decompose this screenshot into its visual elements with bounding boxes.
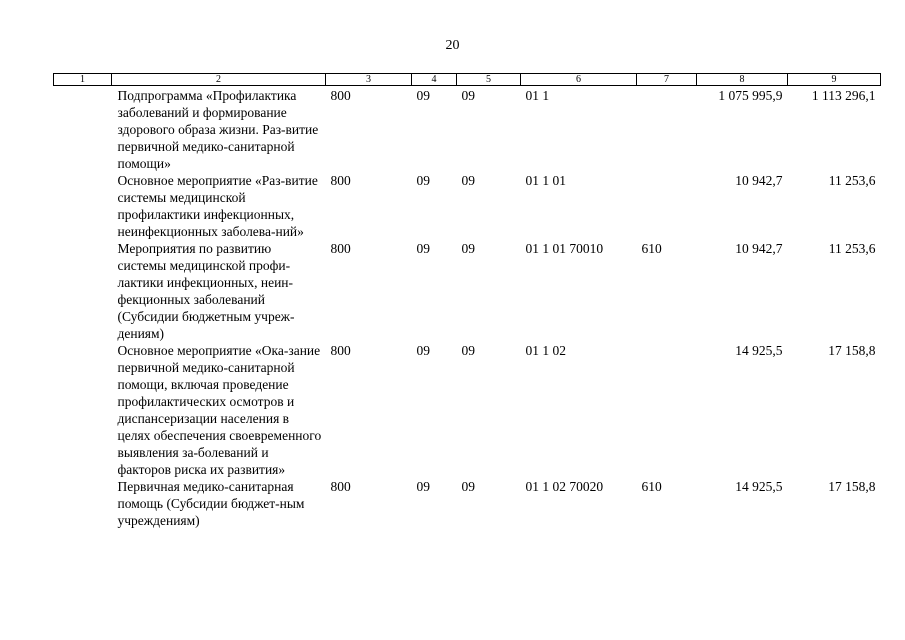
grbs-code: 800 <box>330 479 351 494</box>
empty-cell <box>54 240 112 342</box>
item-name: Основное мероприятие «Раз-витие системы медицинской профилактики инфекционных, неинфекционных заболева-ний» <box>117 173 318 239</box>
amount-year-2: 17 158,8 <box>828 343 876 358</box>
target-article-code: 01 1 01 <box>525 173 566 188</box>
item-name: Мероприятия по развитию системы медицинской профи-лактики инфекционных, неин-фекционных заболеваний (Субсидии бюджетным учреж-дениям) <box>117 241 295 341</box>
item-name: Первичная медико-санитарная помощь (Субсидии бюджет-ным учреждениям) <box>117 479 305 528</box>
expense-type-code <box>637 86 697 173</box>
column-header: 5 <box>457 74 521 86</box>
grbs-code: 800 <box>330 173 351 188</box>
budget-table <box>53 73 881 529</box>
section-code: 09 <box>416 88 430 103</box>
column-number-header-row <box>54 74 881 86</box>
amount-year-1: 1 075 995,9 <box>718 88 783 103</box>
section-code: 09 <box>416 173 430 188</box>
amount-year-2: 11 253,6 <box>828 241 876 256</box>
item-name: Основное мероприятие «Ока-зание первичной медико-санитарной помощи, включая проведение профилактических осмотров и диспансеризации населения в целях обеспечения своевременного выявления за-болеваний и факторов риска их развития» <box>117 343 322 477</box>
amount-year-2: 1 113 296,1 <box>811 88 876 103</box>
section-code: 09 <box>416 343 430 358</box>
grbs-code: 800 <box>330 343 351 358</box>
target-article-code: 01 1 02 <box>525 343 566 358</box>
amount-year-1: 14 925,5 <box>735 343 783 358</box>
expense-type-code: 610 <box>641 241 662 256</box>
empty-cell <box>54 478 112 529</box>
page-number: 20 <box>445 38 460 53</box>
empty-cell <box>54 342 112 478</box>
empty-cell <box>54 172 112 240</box>
subsection-code: 09 <box>461 479 475 494</box>
grbs-code: 800 <box>330 241 351 256</box>
column-header: 7 <box>637 74 697 86</box>
section-code: 09 <box>416 479 430 494</box>
subsection-code: 09 <box>461 241 475 256</box>
expense-type-code: 610 <box>641 479 662 494</box>
amount-year-1: 14 925,5 <box>735 479 783 494</box>
target-article-code: 01 1 02 70020 <box>525 479 604 494</box>
column-header: 9 <box>788 74 881 86</box>
empty-cell <box>54 86 112 173</box>
table-row <box>54 172 881 240</box>
target-article-code: 01 1 01 70010 <box>525 241 604 256</box>
table-row <box>54 86 881 173</box>
column-header: 1 <box>54 74 112 86</box>
subsection-code: 09 <box>461 343 475 358</box>
item-name: Подпрограмма «Профилактика заболеваний и формирование здорового образа жизни. Раз-витие первичной медико-санитарной помощи» <box>117 88 319 171</box>
section-code: 09 <box>416 241 430 256</box>
column-header: 2 <box>112 74 326 86</box>
table-row <box>54 342 881 478</box>
amount-year-1: 10 942,7 <box>735 173 783 188</box>
column-header: 8 <box>697 74 788 86</box>
table-row <box>54 240 881 342</box>
subsection-code: 09 <box>461 88 475 103</box>
grbs-code: 800 <box>330 88 351 103</box>
table-row <box>54 478 881 529</box>
target-article-code: 01 1 <box>525 88 550 103</box>
column-header: 6 <box>521 74 637 86</box>
amount-year-2: 17 158,8 <box>828 479 876 494</box>
column-header: 3 <box>326 74 412 86</box>
amount-year-1: 10 942,7 <box>735 241 783 256</box>
expense-type-code <box>637 342 697 478</box>
column-header: 4 <box>412 74 457 86</box>
expense-type-code <box>637 172 697 240</box>
amount-year-2: 11 253,6 <box>828 173 876 188</box>
subsection-code: 09 <box>461 173 475 188</box>
